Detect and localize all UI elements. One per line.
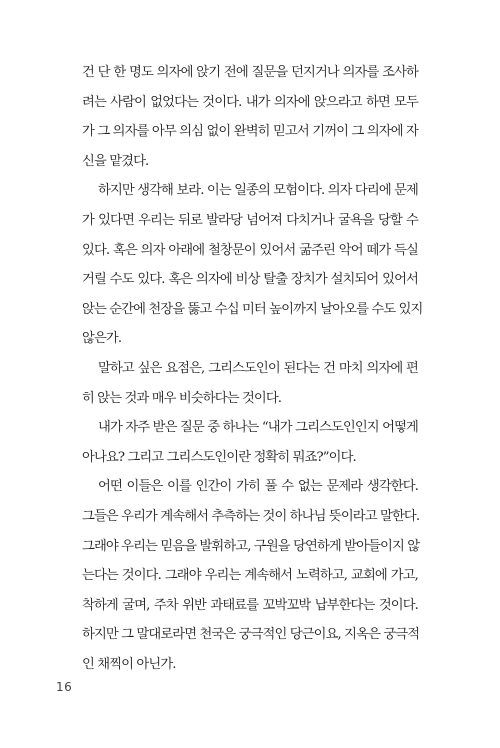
text-line: 말하고 싶은 요점은, 그리스도인이 된다는 건 마치 의자에 편 bbox=[98, 360, 418, 376]
text-line: 하지만 생각해 보라. 이는 일종의 모험이다. 의자 다리에 문제 bbox=[98, 183, 418, 199]
text-line: 는다는 것이다. 그래야 우리는 계속해서 노력하고, 교회에 가고, bbox=[82, 568, 418, 584]
text-line: 건 단 한 명도 의자에 앉기 전에 질문을 던지거나 의자를 조사하 bbox=[82, 65, 418, 80]
text-line: 그래야 우리는 믿음을 발휘하고, 구원을 당연하게 받아들이지 않 bbox=[82, 538, 420, 554]
text-line: 신을 맡겼다. bbox=[82, 153, 149, 169]
text-line: 않은가. bbox=[82, 331, 122, 347]
text-line: 있다. 혹은 의자 아래에 철창문이 있어서 굶주린 악어 떼가 득실 bbox=[82, 242, 418, 258]
text-line: 앉는 순간에 천장을 뚫고 수십 미터 높이까지 날아오를 수도 있지 bbox=[82, 301, 423, 317]
text-line: 거릴 수도 있다. 혹은 의자에 비상 탈출 장치가 설치되어 있어서 bbox=[82, 272, 418, 288]
text-line: 어떤 이들은 이를 인간이 가히 풀 수 없는 문제라 생각한다. bbox=[98, 479, 418, 495]
text-line: 하지만 그 말대로라면 천국은 궁극적인 당근이요, 지옥은 궁극적 bbox=[82, 627, 420, 643]
text-line: 가 있다면 우리는 뒤로 발라당 넘어져 다치거나 굴욕을 당할 수 bbox=[82, 212, 418, 228]
page-number: 16 bbox=[56, 680, 73, 694]
text-line: 그들은 우리가 계속해서 추측하는 것이 하나님 뜻이라고 말한다. bbox=[82, 508, 420, 524]
text-line: 가 그 의자를 아무 의심 없이 완벽히 믿고서 기꺼이 그 의자에 자 bbox=[82, 124, 418, 140]
text-line: 내가 자주 받은 질문 중 하나는 “내가 그리스도인인지 어떻게 bbox=[98, 420, 418, 436]
text-line: 히 앉는 것과 매우 비슷하다는 것이다. bbox=[82, 390, 282, 406]
text-line: 려는 사람이 없었다는 것이다. 내가 의자에 앉으라고 하면 모두 bbox=[82, 94, 418, 110]
body-text bbox=[82, 58, 423, 679]
text-line: 인 채찍이 아닌가. bbox=[82, 656, 176, 672]
text-line: 아나요? 그리고 그리스도인이란 정확히 뭐죠?”이다. bbox=[82, 449, 356, 465]
text-line: 착하게 굴며, 주차 위반 과태료를 꼬박꼬박 납부한다는 것이다. bbox=[82, 597, 418, 613]
